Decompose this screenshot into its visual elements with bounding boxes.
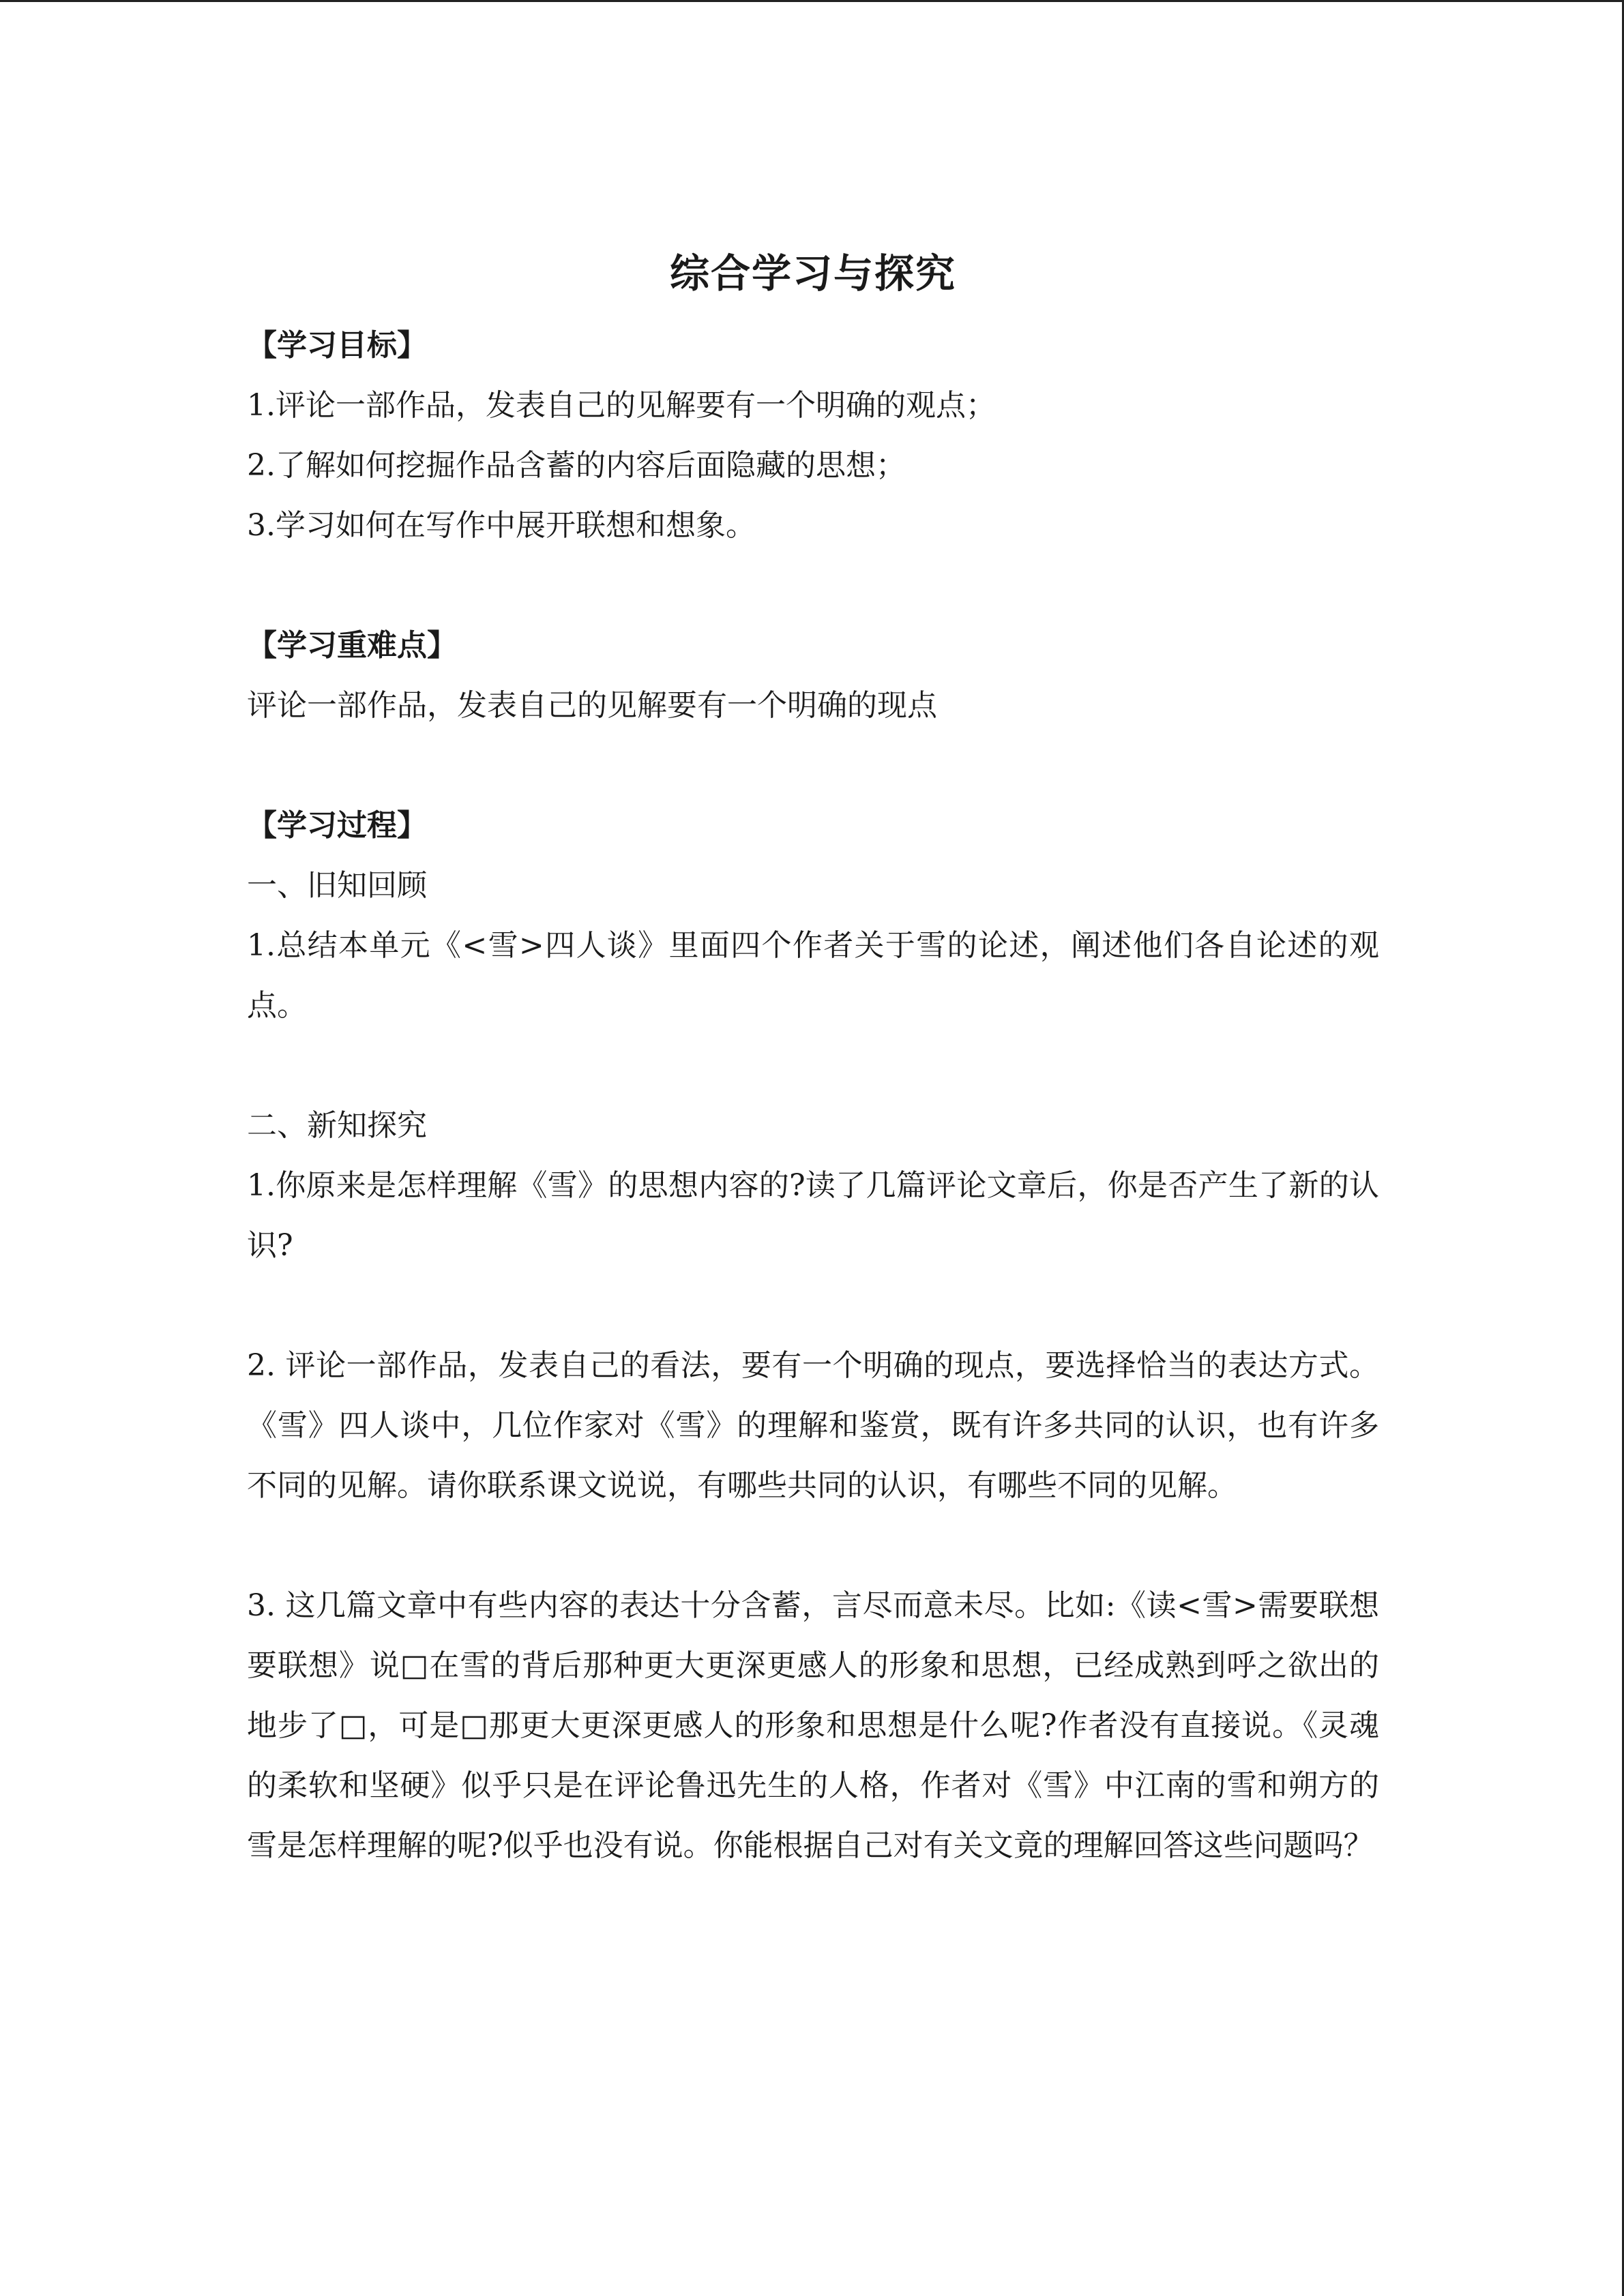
document-body [247, 239, 1379, 1876]
page-title: 综合学习与探究 [669, 250, 956, 297]
explore-question-1: 1.你原来是怎样理解《雪》的思想内容的?读了几篇评论文章后，你是否产生了新的认识? [247, 1168, 1379, 1263]
spacer [247, 1516, 1379, 1576]
explore-question-3: 3. 这几篇文章中有些内容的表达十分含蓄，言尽而意未尽。比如:《读<雪>需要联想要联想》说□在雪的背后那种更大更深更感人的形象和思想，已经成熟到呼之欲出的地步了□，可是□那更大更深更感人的形象和思想是什么呢?作者没有直接说。《灵魂的柔软和坚硬》似乎只是在评论鲁迅先生的人格，作者对《雪》中江南的雪和朔方的雪是怎样理解的呢?似乎也没有说。你能根据自己对有关文竟的理解回答这些问题吗？ [247, 1588, 1379, 1863]
objectives-heading: 【学习目标】 [247, 328, 427, 363]
review-heading: 一、旧知回顾 [247, 868, 427, 903]
key-points-heading: 【学习重难点】 [247, 628, 457, 663]
spacer [247, 736, 1379, 796]
explore-question-2: 2. 评论一部作品，发表自己的看法，要有一个明确的现点，要选择恰当的表达方式。《雪》四人谈中，几位作家对《雪》的理解和鉴赏，既有许多共同的认识，也有许多不同的见解。请你联系课文说说，有哪些共同的认识，有哪些不同的见解。 [247, 1348, 1379, 1503]
spacer [247, 1276, 1379, 1336]
review-question-1: 1.总结本单元《<雪>四人谈》里面四个作者关于雪的论述，阐述他们各自论述的观点。 [247, 928, 1379, 1023]
explore-heading: 二、新知探究 [247, 1108, 427, 1143]
spacer [247, 556, 1379, 616]
spacer [247, 1036, 1379, 1096]
objective-item-1: 1.评论一部作品，发表自己的见解要有一个明确的观点； [247, 388, 996, 423]
process-heading: 【学习过程】 [247, 808, 427, 843]
key-points-text: 评论一部作品，发表自己的见解要有一个明确的现点 [247, 688, 937, 723]
objective-item-2: 2.了解如何挖掘作品含蓄的内容后面隐藏的思想； [247, 448, 906, 483]
objective-item-3: 3.学习如何在写作中展开联想和想象。 [247, 508, 756, 543]
